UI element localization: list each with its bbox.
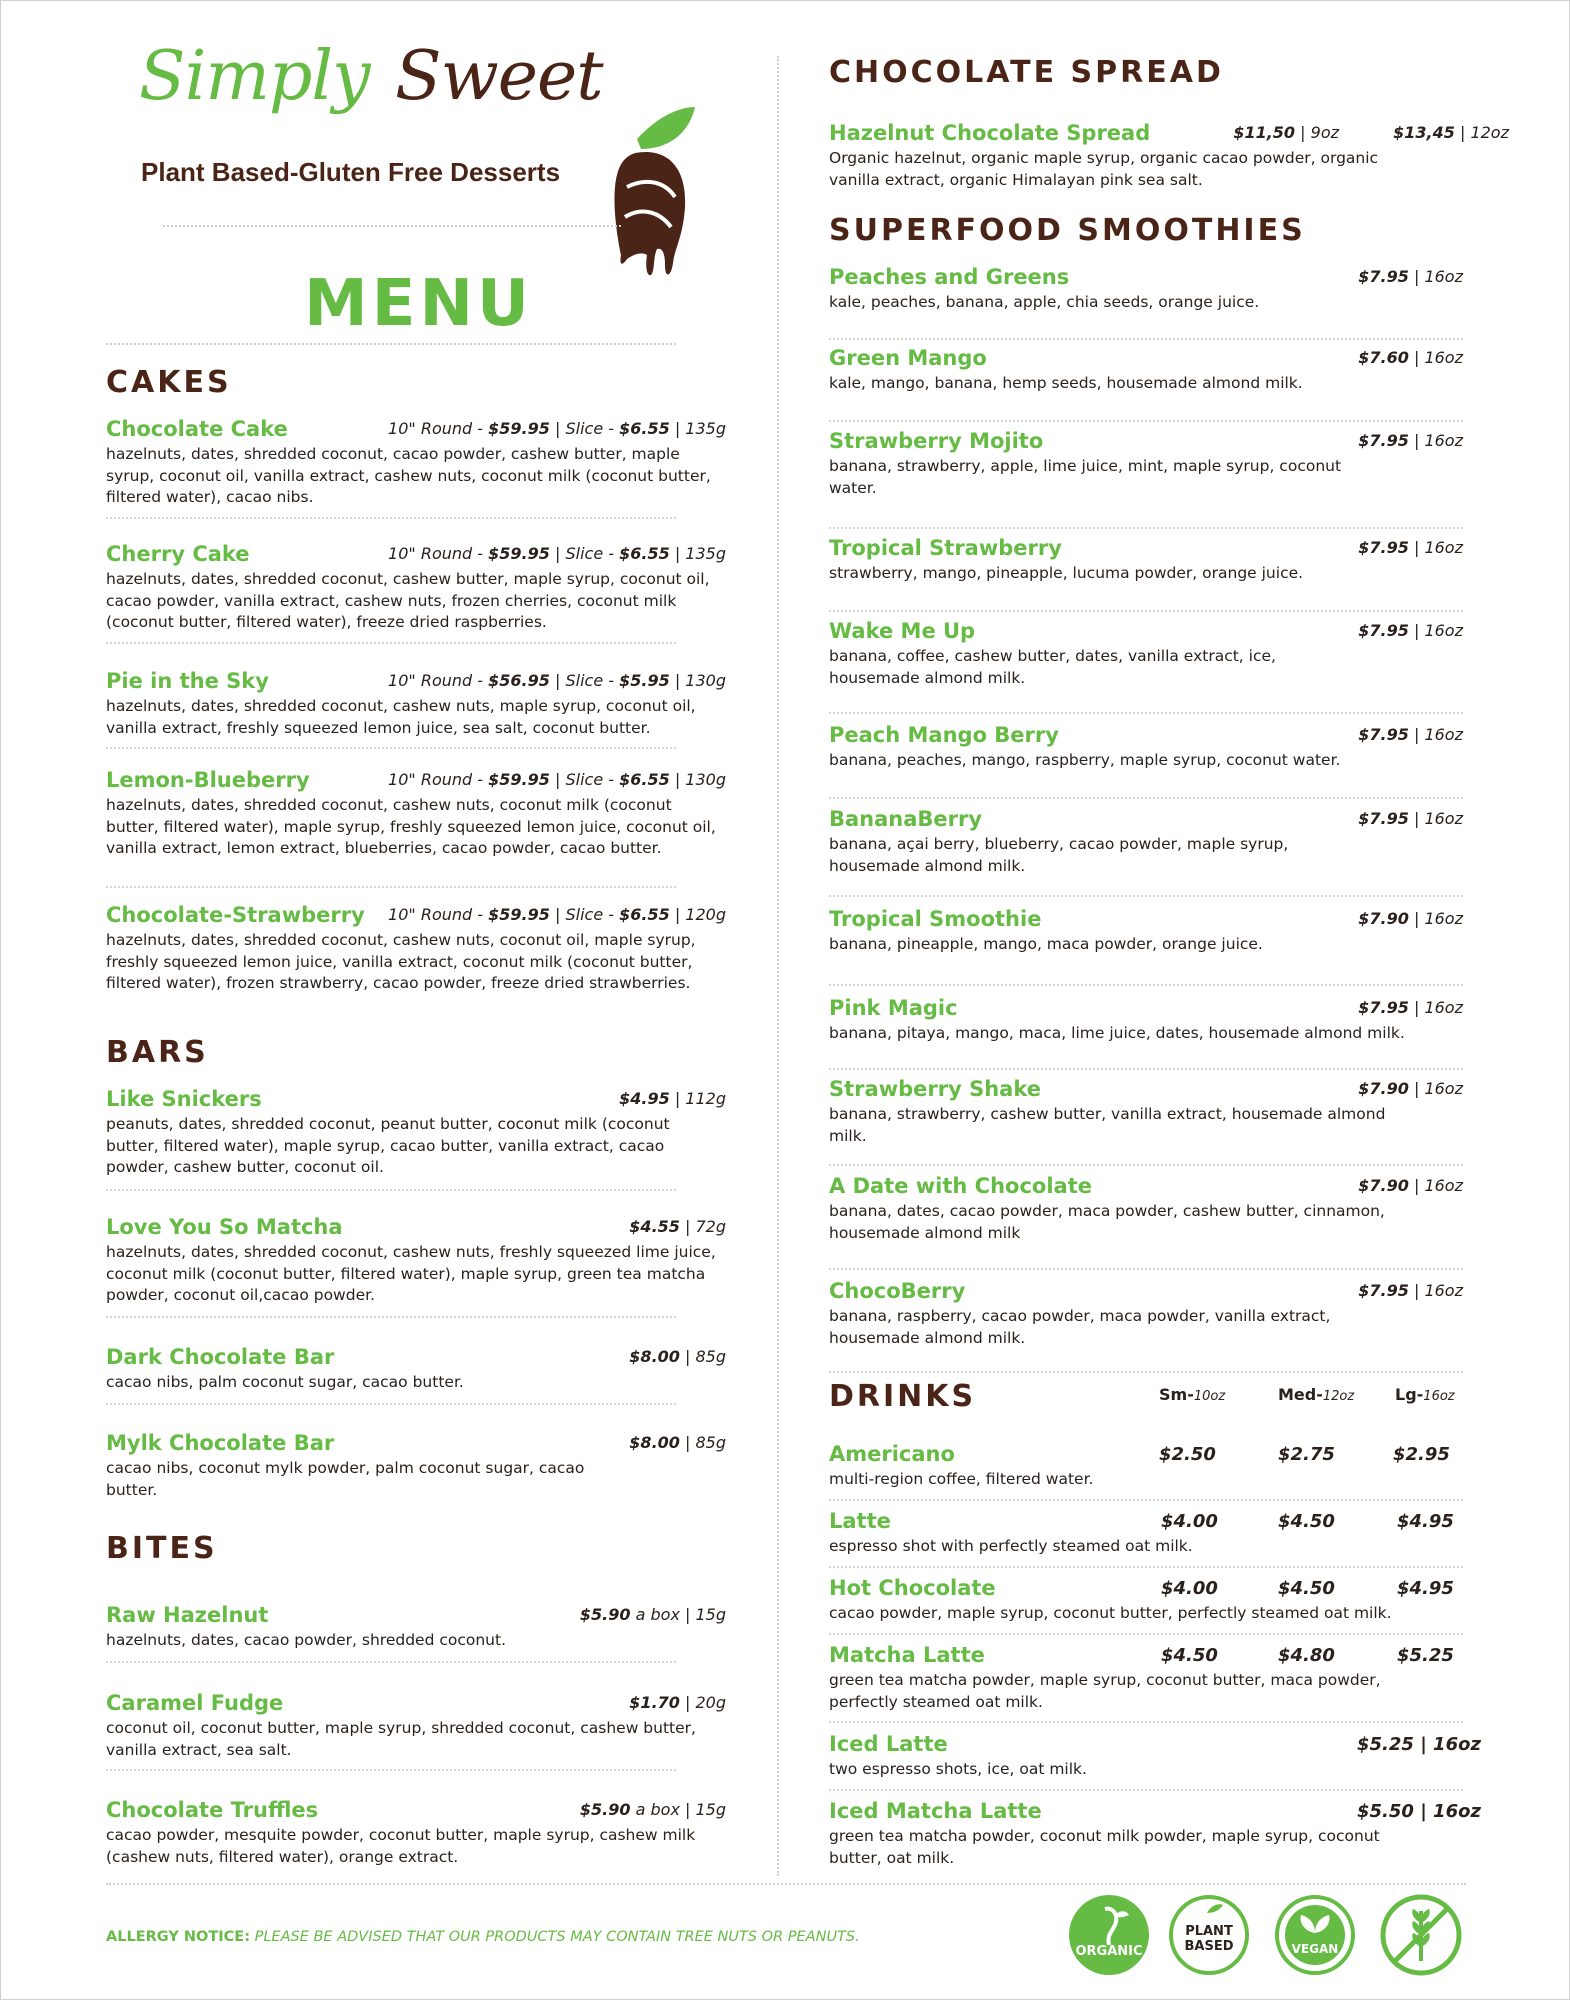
price-large: $5.25 — [1397, 1645, 1454, 1666]
svg-text:PLANT: PLANT — [1185, 1924, 1233, 1939]
item-price: $8.00 | 85g — [629, 1433, 726, 1452]
item-divider — [829, 610, 1463, 612]
item-description: multi-region coffee, filtered water. — [829, 1470, 1094, 1488]
item-divider — [106, 1661, 676, 1663]
item-divider — [106, 1189, 676, 1191]
item-description: banana, raspberry, cacao powder, maca powder, vanilla extract, housemade almond milk. — [829, 1307, 1331, 1347]
price-medium: $4.50 — [1278, 1578, 1335, 1599]
item-name: Americano — [829, 1442, 955, 1466]
menu-item — [106, 1215, 726, 1307]
menu-item — [106, 1603, 726, 1652]
item-name: A Date with Chocolate — [829, 1174, 1092, 1198]
size-header-large: Lg-16oz — [1395, 1385, 1455, 1404]
svg-text:VEGAN: VEGAN — [1291, 1942, 1339, 1956]
price-large: $2.95 — [1393, 1444, 1450, 1465]
menu-item — [106, 1798, 726, 1868]
item-name: Caramel Fudge — [106, 1691, 284, 1715]
item-description: banana, peaches, mango, raspberry, maple syrup, coconut water. — [829, 751, 1341, 769]
price-single: $5.50 | 16oz — [1357, 1801, 1481, 1822]
item-description: hazelnuts, dates, shredded coconut, cashew nuts, freshly squeezed lime juice, coconut milk (coconut butter, filtered water), maple syrup, green tea matcha powder, coconut oil,cacao powder. — [106, 1243, 716, 1304]
item-name: Mylk Chocolate Bar — [106, 1431, 335, 1455]
item-description: strawberry, mango, pineapple, lucuma powder, orange juice. — [829, 564, 1304, 582]
item-name: Strawberry Shake — [829, 1077, 1041, 1101]
section-heading-cakes: CAKES — [106, 365, 232, 400]
organic-badge-icon — [1067, 1893, 1151, 1977]
item-divider — [106, 747, 676, 749]
drink-item — [829, 1442, 1463, 1491]
menu-item — [829, 346, 1463, 395]
item-divider — [829, 527, 1463, 529]
menu-divider — [106, 343, 676, 345]
item-price: 10" Round - $59.95 | Slice - $6.55 | 135g — [388, 544, 726, 563]
item-price: $7.95 | 16oz — [1358, 538, 1463, 557]
item-description: banana, açai berry, blueberry, cacao powder, maple syrup, housemade almond milk. — [829, 835, 1289, 875]
logo-word-sweet: Sweet — [395, 37, 603, 116]
item-divider — [829, 984, 1463, 986]
item-description: kale, peaches, banana, apple, chia seeds, orange juice. — [829, 293, 1260, 311]
item-price: $7.95 | 16oz — [1358, 621, 1463, 640]
item-price: $4.55 | 72g — [629, 1217, 726, 1236]
item-name: Dark Chocolate Bar — [106, 1345, 335, 1369]
item-name: Chocolate Truffles — [106, 1798, 319, 1822]
item-price: $7.95 | 16oz — [1358, 809, 1463, 828]
item-divider — [829, 1164, 1463, 1166]
section-heading-bites: BITES — [106, 1531, 218, 1566]
item-price-9oz: $11,50 | 9oz — [1233, 123, 1339, 142]
item-divider — [829, 1068, 1463, 1070]
item-name: Love You So Matcha — [106, 1215, 343, 1239]
menu-item — [106, 1431, 726, 1501]
item-name: Pink Magic — [829, 996, 958, 1020]
item-divider — [829, 895, 1463, 897]
section-heading-bars: BARS — [106, 1035, 209, 1070]
item-price: $7.90 | 16oz — [1358, 909, 1463, 928]
drink-item — [829, 1576, 1463, 1625]
item-name: Wake Me Up — [829, 619, 976, 643]
item-description: banana, pitaya, mango, maca, lime juice, dates, housemade almond milk. — [829, 1024, 1405, 1042]
item-description: hazelnuts, dates, shredded coconut, cacao powder, cashew butter, maple syrup, coconut oil, vanilla extract, cashew nuts, coconut milk (coconut butter, filtered water), cacao nibs. — [106, 445, 711, 506]
menu-item — [829, 619, 1463, 689]
item-name: Tropical Strawberry — [829, 536, 1062, 560]
item-price: $1.70 | 20g — [629, 1693, 726, 1712]
item-price-12oz: $13,45 | 12oz — [1393, 123, 1509, 142]
logo-divider — [163, 225, 621, 227]
menu-title: MENU — [304, 267, 533, 341]
gluten-free-badge-icon — [1379, 1893, 1463, 1977]
item-divider — [829, 1566, 1463, 1568]
item-price: $7.95 | 16oz — [1358, 1281, 1463, 1300]
drink-item — [829, 1509, 1463, 1558]
price-large: $4.95 — [1397, 1578, 1454, 1599]
item-price: 10" Round - $59.95 | Slice - $6.55 | 135g — [388, 419, 726, 438]
logo-word-simply: Simply — [139, 37, 370, 116]
item-price: $7.95 | 16oz — [1358, 725, 1463, 744]
item-divider — [829, 338, 1463, 340]
price-large: $4.95 — [1397, 1511, 1454, 1532]
item-divider — [829, 1789, 1463, 1791]
item-divider — [829, 1371, 1463, 1373]
item-name: Raw Hazelnut — [106, 1603, 269, 1627]
menu-item — [829, 996, 1463, 1045]
item-description: two espresso shots, ice, oat milk. — [829, 1760, 1087, 1778]
menu-item — [106, 542, 726, 634]
item-name: Like Snickers — [106, 1087, 262, 1111]
item-price: $5.90 a box | 15g — [579, 1800, 726, 1819]
item-price: 10" Round - $59.95 | Slice - $6.55 | 130g — [388, 770, 726, 789]
item-description: kale, mango, banana, hemp seeds, housemade almond milk. — [829, 374, 1303, 392]
item-price: $7.90 | 16oz — [1358, 1176, 1463, 1195]
footer-divider — [106, 1883, 1466, 1885]
item-description: hazelnuts, dates, shredded coconut, cashew nuts, coconut oil, maple syrup, freshly squeezed lemon juice, vanilla extract, coconut milk (coconut butter, filtered water), frozen strawberry, cacao powder, freeze dried strawberries. — [106, 931, 696, 992]
item-name: Green Mango — [829, 346, 987, 370]
menu-item — [106, 417, 726, 509]
item-divider — [829, 712, 1463, 714]
menu-item — [106, 903, 726, 995]
item-name: Iced Matcha Latte — [829, 1799, 1042, 1823]
section-heading-chocolate-spread: CHOCOLATE SPREAD — [829, 55, 1224, 90]
item-price: $7.95 | 16oz — [1358, 431, 1463, 450]
item-divider — [829, 1633, 1463, 1635]
item-divider — [106, 642, 676, 644]
menu-item — [829, 429, 1463, 499]
item-description: cacao powder, maple syrup, coconut butter, perfectly steamed oat milk. — [829, 1604, 1392, 1622]
menu-item — [106, 768, 726, 860]
menu-item — [106, 1345, 726, 1394]
item-price: $7.60 | 16oz — [1358, 348, 1463, 367]
item-divider — [829, 797, 1463, 799]
item-price: $7.95 | 16oz — [1358, 998, 1463, 1017]
allergy-notice: ALLERGY NOTICE: PLEASE BE ADVISED THAT OUR PRODUCTS MAY CONTAIN TREE NUTS OR PEANUTS. — [106, 1929, 860, 1945]
item-name: Cherry Cake — [106, 542, 250, 566]
item-description: cacao nibs, coconut mylk powder, palm coconut sugar, cacao butter. — [106, 1459, 585, 1499]
item-name: Latte — [829, 1509, 891, 1533]
menu-item — [829, 536, 1463, 585]
menu-item — [829, 807, 1463, 877]
item-description: cacao powder, mesquite powder, coconut butter, maple syrup, cashew milk (cashew nuts, filtered water), orange extract. — [106, 1826, 696, 1866]
item-name: Matcha Latte — [829, 1643, 985, 1667]
item-description: peanuts, dates, shredded coconut, peanut butter, coconut milk (coconut butter, filtered water), maple syrup, cacao butter, vanilla extract, cacao powder, cashew butter, coconut oil. — [106, 1115, 670, 1176]
item-name: Pie in the Sky — [106, 669, 269, 693]
price-single: $5.25 | 16oz — [1357, 1734, 1481, 1755]
price-medium: $2.75 — [1278, 1444, 1335, 1465]
item-divider — [829, 1721, 1463, 1723]
item-description: green tea matcha powder, maple syrup, coconut butter, maca powder, perfectly steamed oat milk. — [829, 1671, 1381, 1711]
item-divider — [106, 1316, 676, 1318]
menu-item — [829, 1077, 1463, 1147]
item-name: Hazelnut Chocolate Spread — [829, 121, 1151, 145]
item-name: Hot Chocolate — [829, 1576, 996, 1600]
item-divider — [106, 886, 676, 888]
item-description: hazelnuts, dates, shredded coconut, cashew nuts, maple syrup, coconut oil, vanilla extract, freshly squeezed lemon juice, sea salt, coconut butter. — [106, 697, 696, 737]
item-price: $7.90 | 16oz — [1358, 1079, 1463, 1098]
drink-item — [829, 1643, 1463, 1713]
menu-item — [829, 265, 1463, 314]
size-header-small: Sm-10oz — [1159, 1385, 1226, 1404]
item-description: hazelnuts, dates, shredded coconut, cashew nuts, coconut milk (coconut butter, filtered water), maple syrup, freshly squeezed lemon juice, coconut oil, vanilla extract, lemon extract, blueberries, cacao powder, cacao butter. — [106, 796, 716, 857]
item-description: banana, strawberry, cashew butter, vanilla extract, housemade almond milk. — [829, 1105, 1386, 1145]
size-header-medium: Med-12oz — [1278, 1385, 1355, 1404]
item-name: Strawberry Mojito — [829, 429, 1044, 453]
item-name: Chocolate Cake — [106, 417, 288, 441]
item-description: cacao nibs, palm coconut sugar, cacao butter. — [106, 1373, 464, 1391]
price-small: $2.50 — [1159, 1444, 1216, 1465]
price-medium: $4.80 — [1278, 1645, 1335, 1666]
item-description: espresso shot with perfectly steamed oat milk. — [829, 1537, 1193, 1555]
item-description: green tea matcha powder, coconut milk powder, maple syrup, coconut butter, oat milk. — [829, 1827, 1380, 1867]
svg-text:BASED: BASED — [1184, 1939, 1234, 1954]
item-name: Chocolate-Strawberry — [106, 903, 365, 927]
item-name: Peaches and Greens — [829, 265, 1070, 289]
item-divider — [106, 1403, 676, 1405]
vegan-badge-icon — [1273, 1893, 1357, 1977]
item-description: hazelnuts, dates, cacao powder, shredded coconut. — [106, 1631, 506, 1649]
item-description: banana, coffee, cashew butter, dates, vanilla extract, ice, housemade almond milk. — [829, 647, 1276, 687]
menu-item — [829, 1174, 1463, 1244]
menu-item — [829, 907, 1463, 956]
menu-item — [829, 1279, 1463, 1349]
menu-item — [106, 1087, 726, 1179]
item-divider — [829, 1499, 1463, 1501]
menu-item — [106, 1691, 726, 1761]
item-description: hazelnuts, dates, shredded coconut, cashew butter, maple syrup, coconut oil, cacao powder, vanilla extract, cashew nuts, frozen cherries, coconut milk (coconut butter, filtered water), freeze dried raspberries. — [106, 570, 710, 631]
price-medium: $4.50 — [1278, 1511, 1335, 1532]
item-name: Lemon-Blueberry — [106, 768, 310, 792]
item-description: Organic hazelnut, organic maple syrup, organic cacao powder, organic vanilla extract, organic Himalayan pink sea salt. — [829, 149, 1379, 189]
item-price: $4.95 | 112g — [619, 1089, 726, 1108]
logo-tagline: Plant Based-Gluten Free Desserts — [141, 157, 561, 187]
price-small: $4.00 — [1161, 1511, 1218, 1532]
item-price: 10" Round - $59.95 | Slice - $6.55 | 120g — [388, 905, 726, 924]
item-description: banana, pineapple, mango, maca powder, orange juice. — [829, 935, 1263, 953]
item-divider — [106, 517, 676, 519]
price-small: $4.00 — [1161, 1578, 1218, 1599]
item-name: Iced Latte — [829, 1732, 948, 1756]
plant-based-badge-icon — [1167, 1893, 1251, 1977]
svg-text:ORGANIC: ORGANIC — [1075, 1944, 1143, 1959]
column-divider — [777, 56, 779, 1876]
item-name: ChocoBerry — [829, 1279, 966, 1303]
brand-logo — [139, 37, 699, 247]
item-price: $5.90 a box | 15g — [579, 1605, 726, 1624]
item-name: BananaBerry — [829, 807, 983, 831]
menu-item — [106, 669, 726, 739]
menu-item — [829, 121, 1509, 191]
item-description: banana, strawberry, apple, lime juice, mint, maple syrup, coconut water. — [829, 457, 1342, 497]
item-description: banana, dates, cacao powder, maca powder, cashew butter, cinnamon, housemade almond milk — [829, 1202, 1385, 1242]
item-name: Tropical Smoothie — [829, 907, 1042, 931]
section-heading-smoothies: SUPERFOOD SMOOTHIES — [829, 213, 1306, 248]
section-heading-drinks: DRINKS — [829, 1379, 977, 1414]
item-description: coconut oil, coconut butter, maple syrup, shredded coconut, cashew butter, vanilla extract, sea salt. — [106, 1719, 696, 1759]
item-name: Peach Mango Berry — [829, 723, 1059, 747]
item-price: $7.95 | 16oz — [1358, 267, 1463, 286]
menu-item — [829, 723, 1463, 772]
item-divider — [106, 1769, 676, 1771]
item-price: 10" Round - $56.95 | Slice - $5.95 | 130g — [388, 671, 726, 690]
price-small: $4.50 — [1161, 1645, 1218, 1666]
item-divider — [829, 1268, 1463, 1270]
item-divider — [829, 420, 1463, 422]
item-price: $8.00 | 85g — [629, 1347, 726, 1366]
